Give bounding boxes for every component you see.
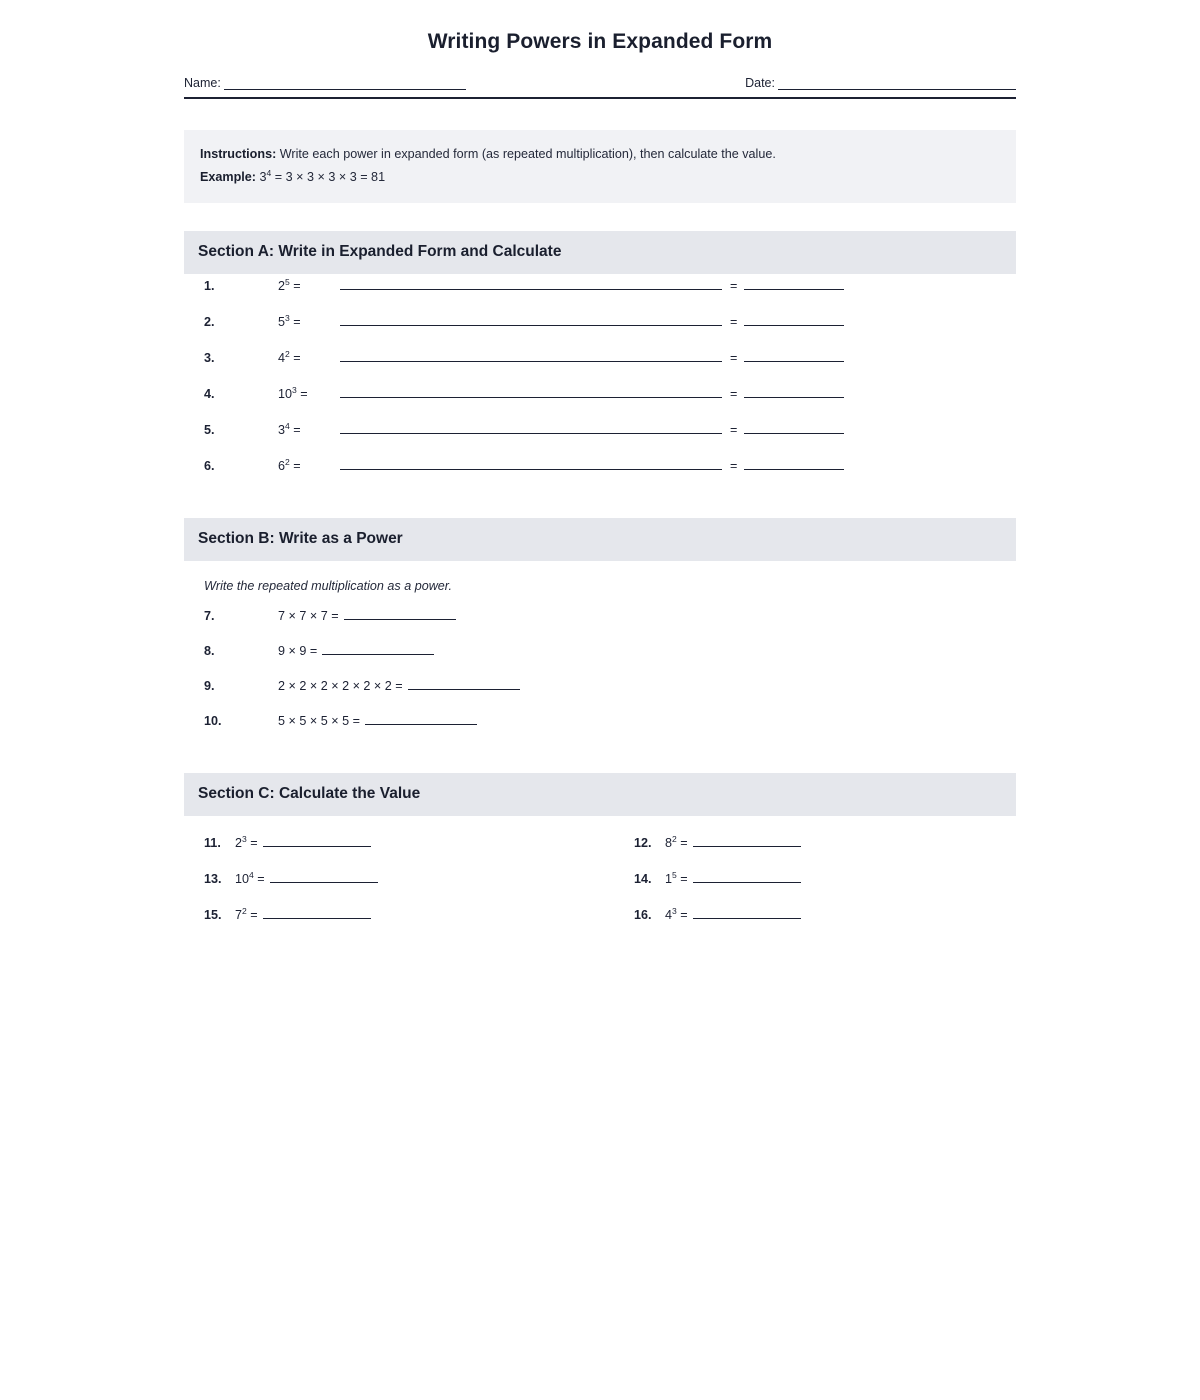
problem-row (204, 382, 1016, 418)
answer-blank[interactable] (744, 382, 844, 398)
answer-blank[interactable] (744, 310, 844, 326)
problem-expression: $2^3$ = (235, 834, 258, 851)
exponent: 3 (285, 313, 290, 324)
problem-number: 15. (204, 908, 222, 923)
problem-number: 2. (204, 315, 215, 330)
problem-expression: $4^3$ = (665, 906, 688, 923)
example-exponent: 4 (266, 167, 272, 178)
expanded-form-blank[interactable] (340, 346, 722, 362)
problem-number: 9. (204, 679, 215, 694)
answer-blank[interactable] (263, 904, 371, 919)
problem-expression: $6^2$ = (278, 457, 301, 474)
answer-blank[interactable] (365, 710, 477, 725)
page-title: Writing Powers in Expanded Form (427, 30, 773, 53)
answer-blank[interactable] (693, 904, 801, 919)
problem-number: 3. (204, 351, 215, 366)
problem-number: 1. (204, 279, 215, 294)
exponent: 5 (672, 870, 677, 881)
problem-expression: $10^4$ = (235, 870, 265, 887)
problem-expression: $10^3$ = (278, 385, 308, 402)
problem-number: 4. (204, 387, 215, 402)
equals-sign: = (730, 315, 738, 330)
answer-blank[interactable] (744, 418, 844, 434)
answer-blank[interactable] (263, 832, 371, 847)
section-a-heading: Section A: Write in Expanded Form and Calculate (184, 231, 1016, 274)
answer-blank[interactable] (693, 832, 801, 847)
name-date-row (184, 76, 1016, 94)
header-divider (184, 97, 1016, 99)
name-blank-rule[interactable] (224, 76, 466, 90)
problem-expression: 7 × 7 × 7 = (278, 609, 339, 624)
equals-sign: = (730, 387, 738, 402)
expanded-form-blank[interactable] (340, 310, 722, 326)
problem-row (634, 904, 1064, 940)
problem-expression: 2 × 2 × 2 × 2 × 2 × 2 = (278, 679, 403, 694)
exponent: 3 (242, 834, 247, 845)
problem-row (204, 346, 1016, 382)
exponent: 5 (285, 277, 290, 288)
example-label: Example: (200, 169, 256, 184)
equals-sign: = (730, 423, 738, 438)
problem-expression: 9 × 9 = (278, 644, 318, 659)
exponent: 3 (292, 385, 297, 396)
section-c-grid (204, 816, 1016, 940)
example-expansion: = 3 × 3 × 3 × 3 = 81 (271, 169, 386, 184)
problem-number: 16. (634, 908, 652, 923)
section-c-body (184, 816, 1016, 940)
date-blank-rule[interactable] (778, 76, 1016, 90)
instructions-box (184, 130, 1016, 203)
answer-blank[interactable] (744, 346, 844, 362)
equals-sign: = (730, 459, 738, 474)
problem-row (204, 710, 1016, 745)
problem-row (634, 832, 1064, 868)
exponent: 4 (249, 870, 254, 881)
exponent: 4 (285, 421, 290, 432)
equals-sign: = (730, 351, 738, 366)
problem-expression: $8^2$ = (665, 834, 688, 851)
answer-blank[interactable] (693, 868, 801, 883)
problem-expression: $4^2$ = (278, 349, 301, 366)
instructions-line (200, 144, 1000, 166)
answer-blank[interactable] (322, 640, 434, 655)
problem-number: 10. (204, 714, 222, 729)
problem-row (204, 832, 634, 868)
name-label: Name: (184, 76, 221, 90)
problem-row (204, 274, 1016, 310)
answer-blank[interactable] (744, 274, 844, 290)
equals-sign: = (730, 279, 738, 294)
problem-expression: $3^4$ = (278, 421, 301, 438)
problem-row (204, 454, 1016, 490)
problem-row (204, 310, 1016, 346)
date-label: Date: (745, 76, 775, 90)
problem-number: 14. (634, 872, 652, 887)
instructions-label: Instructions: (200, 147, 277, 161)
problem-row (204, 904, 634, 940)
problem-number: 8. (204, 644, 215, 659)
worksheet-content (184, 0, 1016, 940)
exponent: 2 (242, 906, 247, 917)
problem-number: 6. (204, 459, 215, 474)
section-a-body (184, 274, 1016, 490)
section-b-heading: Section B: Write as a Power (184, 518, 1016, 561)
problem-number: 5. (204, 423, 215, 438)
instructions-text: Write each power in expanded form (as repeated multiplication), then calculate the value. (279, 147, 776, 161)
exponent: 2 (285, 349, 290, 360)
problem-expression: $5^3$ = (278, 313, 301, 330)
problem-number: 7. (204, 609, 215, 624)
problem-row (204, 418, 1016, 454)
problem-number: 13. (204, 872, 222, 887)
date-field[interactable] (745, 76, 1016, 90)
answer-blank[interactable] (408, 675, 520, 690)
exponent: 2 (285, 457, 290, 468)
expanded-form-blank[interactable] (340, 274, 722, 290)
expanded-form-blank[interactable] (340, 418, 722, 434)
expanded-form-blank[interactable] (340, 382, 722, 398)
problem-expression: 5 × 5 × 5 × 5 = (278, 714, 360, 729)
example-base: 3 (259, 169, 267, 184)
expanded-form-blank[interactable] (340, 454, 722, 470)
exponent: 3 (672, 906, 677, 917)
exponent: 2 (672, 834, 677, 845)
problem-row (634, 868, 1064, 904)
answer-blank[interactable] (270, 868, 378, 883)
problem-number: 12. (634, 836, 652, 851)
example-line (200, 167, 1000, 189)
problem-row (204, 640, 1016, 675)
answer-blank[interactable] (344, 605, 456, 620)
problem-row (204, 605, 1016, 640)
problem-expression: $7^2$ = (235, 906, 258, 923)
answer-blank[interactable] (744, 454, 844, 470)
section-b-note: Write the repeated multiplication as a power. (204, 579, 453, 594)
problem-expression: $2^5$ = (278, 277, 301, 294)
problem-number: 11. (204, 836, 221, 851)
section-b-body (184, 561, 1016, 745)
problem-expression: $1^5$ = (665, 870, 688, 887)
section-c-heading: Section C: Calculate the Value (184, 773, 1016, 816)
problem-row (204, 675, 1016, 710)
problem-row (204, 868, 634, 904)
name-field[interactable] (184, 76, 466, 90)
